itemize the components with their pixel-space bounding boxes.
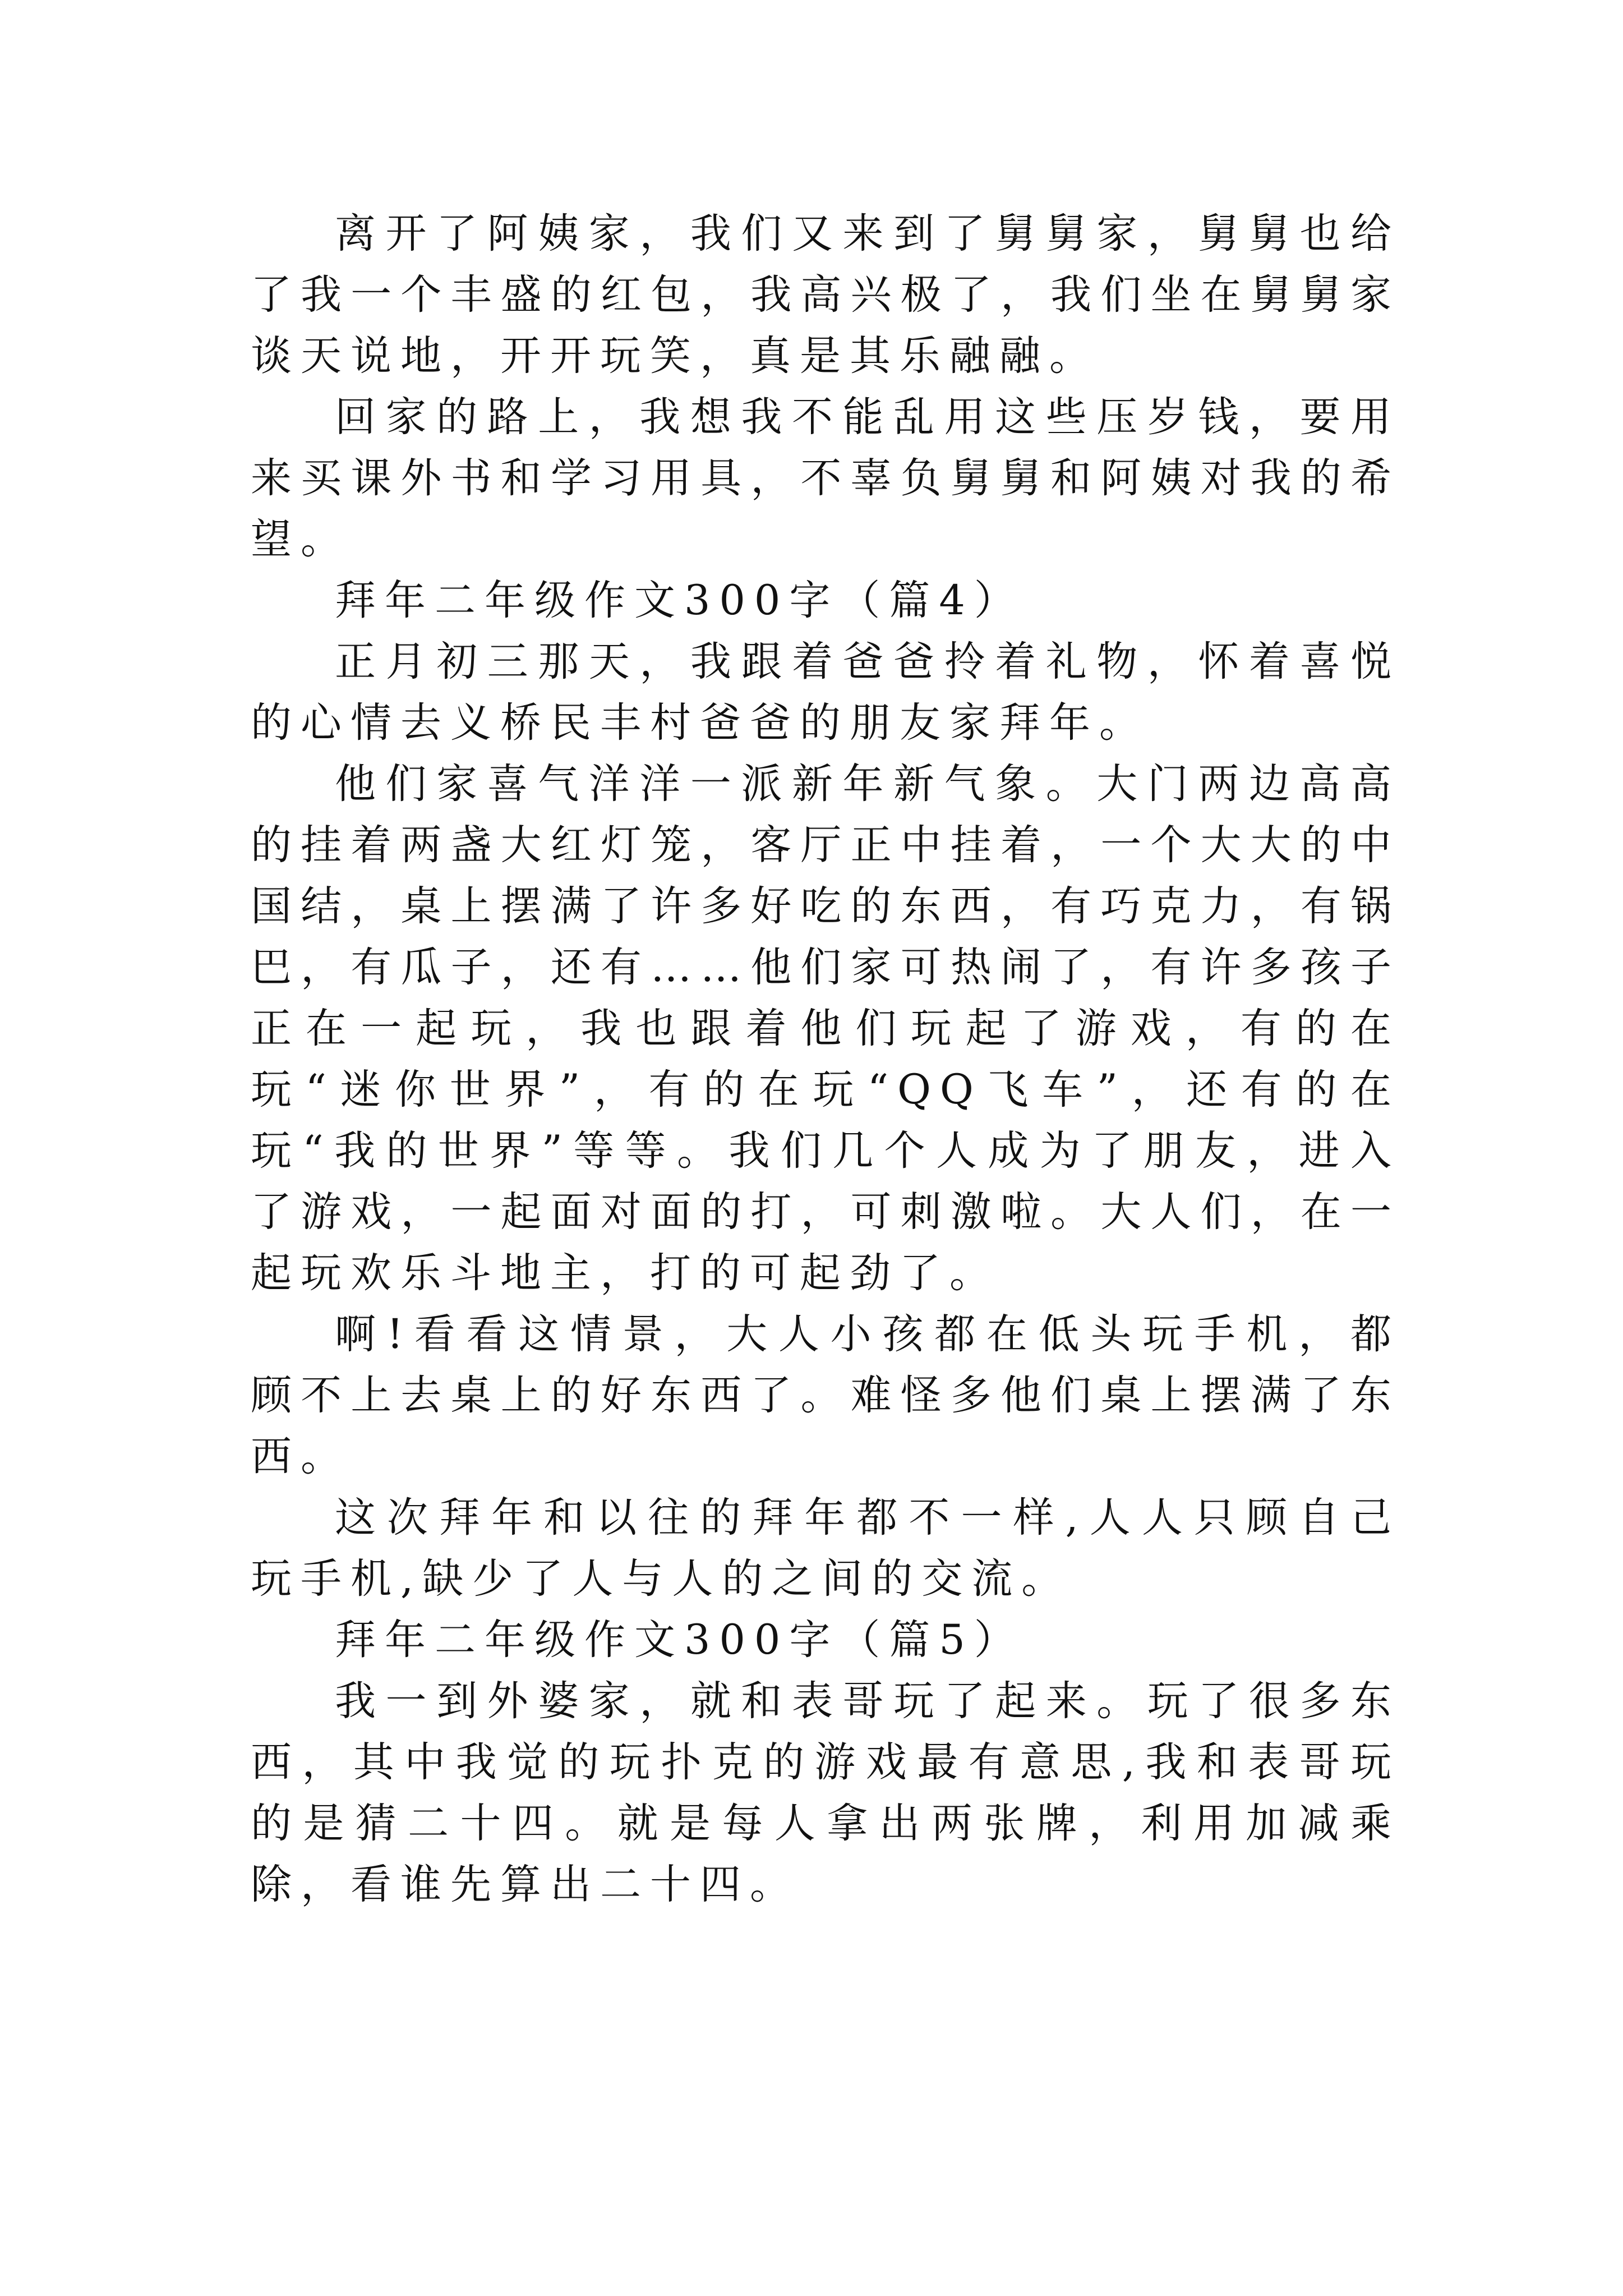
paragraph-7: 我一到外婆家，就和表哥玩了起来。玩了很多东西，其中我觉的玩扑克的游戏最有意思,我和表哥玩的是猜二十四。就是每人拿出两张牌，利用加减乘除，看谁先算出二十四。 — [251, 1677, 1400, 1908]
section-heading-5: 拜年二年级作文300字（篇5） — [335, 1616, 1024, 1664]
paragraph-3: 正月初三那天，我跟着爸爸拎着礼物，怀着喜悦的心情去义桥民丰村爸爸的朋友家拜年。 — [251, 638, 1400, 747]
paragraph-4: 他们家喜气洋洋一派新年新气象。大门两边高高的挂着两盏大红灯笼，客厅正中挂着，一个大大的中国结，桌上摆满了许多好吃的东西，有巧克力，有锅巴，有瓜子，还有……他们家可热闹了，有许多孩子正在一起玩，我也跟着他们玩起了游戏，有的在玩“迷你世界”，有的在玩“QQ飞车”，还有的在玩“我的世界”等等。我们几个人成为了朋友，进入了游戏，一起面对面的打，可刺激啦。大人们，在一起玩欢乐斗地主，打的可起劲了。 — [251, 760, 1400, 1297]
paragraph-6: 这次拜年和以往的拜年都不一样,人人只顾自己玩手机,缺少了人与人的之间的交流。 — [251, 1494, 1400, 1603]
paragraph-1: 离开了阿姨家，我们又来到了舅舅家，舅舅也给了我一个丰盛的红包，我高兴极了，我们坐在舅舅家谈天说地，开开玩笑，真是其乐融融。 — [251, 210, 1400, 380]
paragraph-5: 啊!看看这情景，大人小孩都在低头玩手机，都顾不上去桌上的好东西了。难怪多他们桌上摆满了东西。 — [251, 1310, 1400, 1480]
section-heading-4: 拜年二年级作文300字（篇4） — [335, 577, 1024, 624]
paragraph-2: 回家的路上，我想我不能乱用这些压岁钱，要用来买课外书和学习用具，不辜负舅舅和阿姨对我的希望。 — [251, 393, 1400, 563]
document-body — [251, 203, 1400, 1915]
